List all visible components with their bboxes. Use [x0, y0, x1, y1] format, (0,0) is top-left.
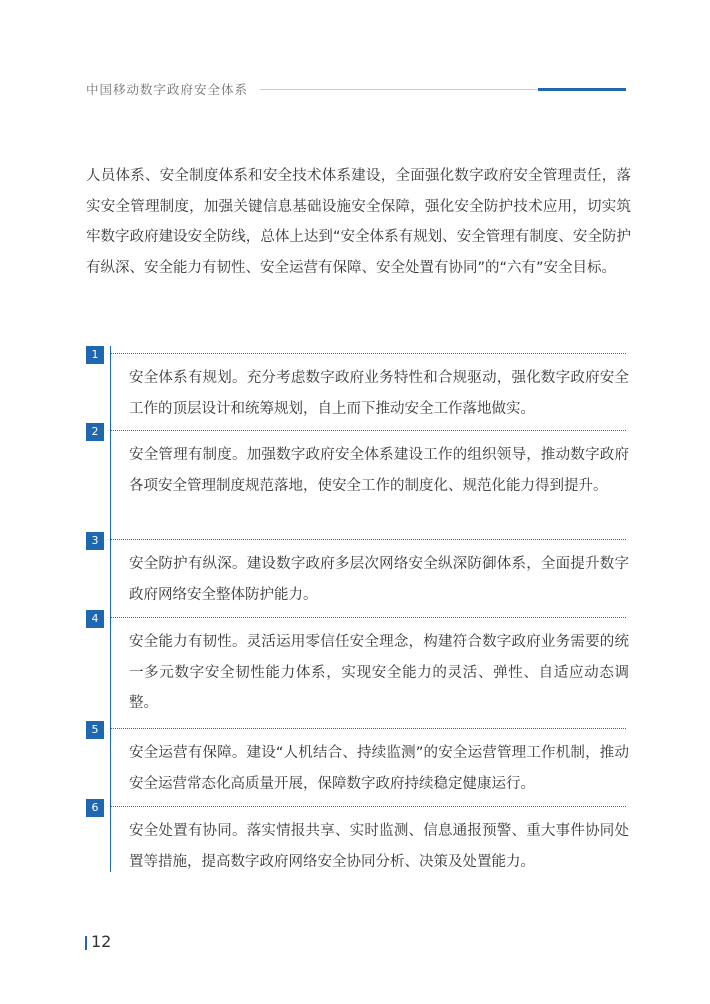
footer-accent-bar — [85, 936, 87, 950]
dotted-divider — [110, 806, 626, 807]
item-text: 安全处置有协同。落实情报共享、实时监测、信息通报预警、重大事件协同处置等措施，提高数字政府网络安全协同分析、决策及处置能力。 — [129, 823, 629, 870]
dotted-divider — [110, 617, 626, 618]
header-title: 中国移动数字政府安全体系 — [86, 82, 249, 97]
item-text: 安全管理有制度。加强数字政府安全体系建设工作的组织领导，推动数字政府各项安全管理制度规范落地，使安全工作的制度化、规范化能力得到提升。 — [129, 447, 629, 494]
list-vertical-line — [110, 346, 111, 872]
item-number-badge: 1 — [86, 346, 104, 364]
dotted-divider — [110, 539, 626, 540]
item-number-badge: 5 — [86, 721, 104, 739]
dotted-divider — [110, 353, 626, 354]
item-number-badge: 6 — [86, 799, 104, 817]
item-number-badge: 4 — [86, 610, 104, 628]
goal-list — [86, 346, 631, 872]
item-text: 安全能力有韧性。灵活运用零信任安全理念，构建符合数字政府业务需要的统一多元数字安全韧性能力体系，实现安全能力的灵活、弹性、自适应动态调整。 — [129, 634, 629, 712]
item-number-badge: 2 — [86, 423, 104, 441]
header-accent-bar — [538, 88, 626, 91]
dotted-divider — [110, 430, 626, 431]
item-text: 安全防护有纵深。建设数字政府多层次网络安全纵深防御体系，全面提升数字政府网络安全整体防护能力。 — [129, 556, 629, 603]
item-text: 安全体系有规划。充分考虑数字政府业务特性和合规驱动，强化数字政府安全工作的顶层设计和统筹规划，自上而下推动安全工作落地做实。 — [129, 370, 629, 417]
intro-paragraph: 人员体系、安全制度体系和安全技术体系建设，全面强化数字政府安全管理责任，落实安全管理制度，加强关键信息基础设施安全保障，强化安全防护技术应用，切实筑牢数字政府建设安全防线，总体上达到“安全体系有规划、安全管理有制度、安全防护有纵深、安全能力有韧性、安全运营有保障、安全处置有协同”的“六有”安全目标。 — [86, 168, 631, 276]
item-number-badge: 3 — [86, 532, 104, 550]
dotted-divider — [110, 728, 626, 729]
item-text: 安全运营有保障。建设“人机结合、持续监测”的安全运营管理工作机制，推动安全运营常态化高质量开展，保障数字政府持续稳定健康运行。 — [129, 745, 629, 792]
page-number: 12 — [91, 932, 112, 951]
